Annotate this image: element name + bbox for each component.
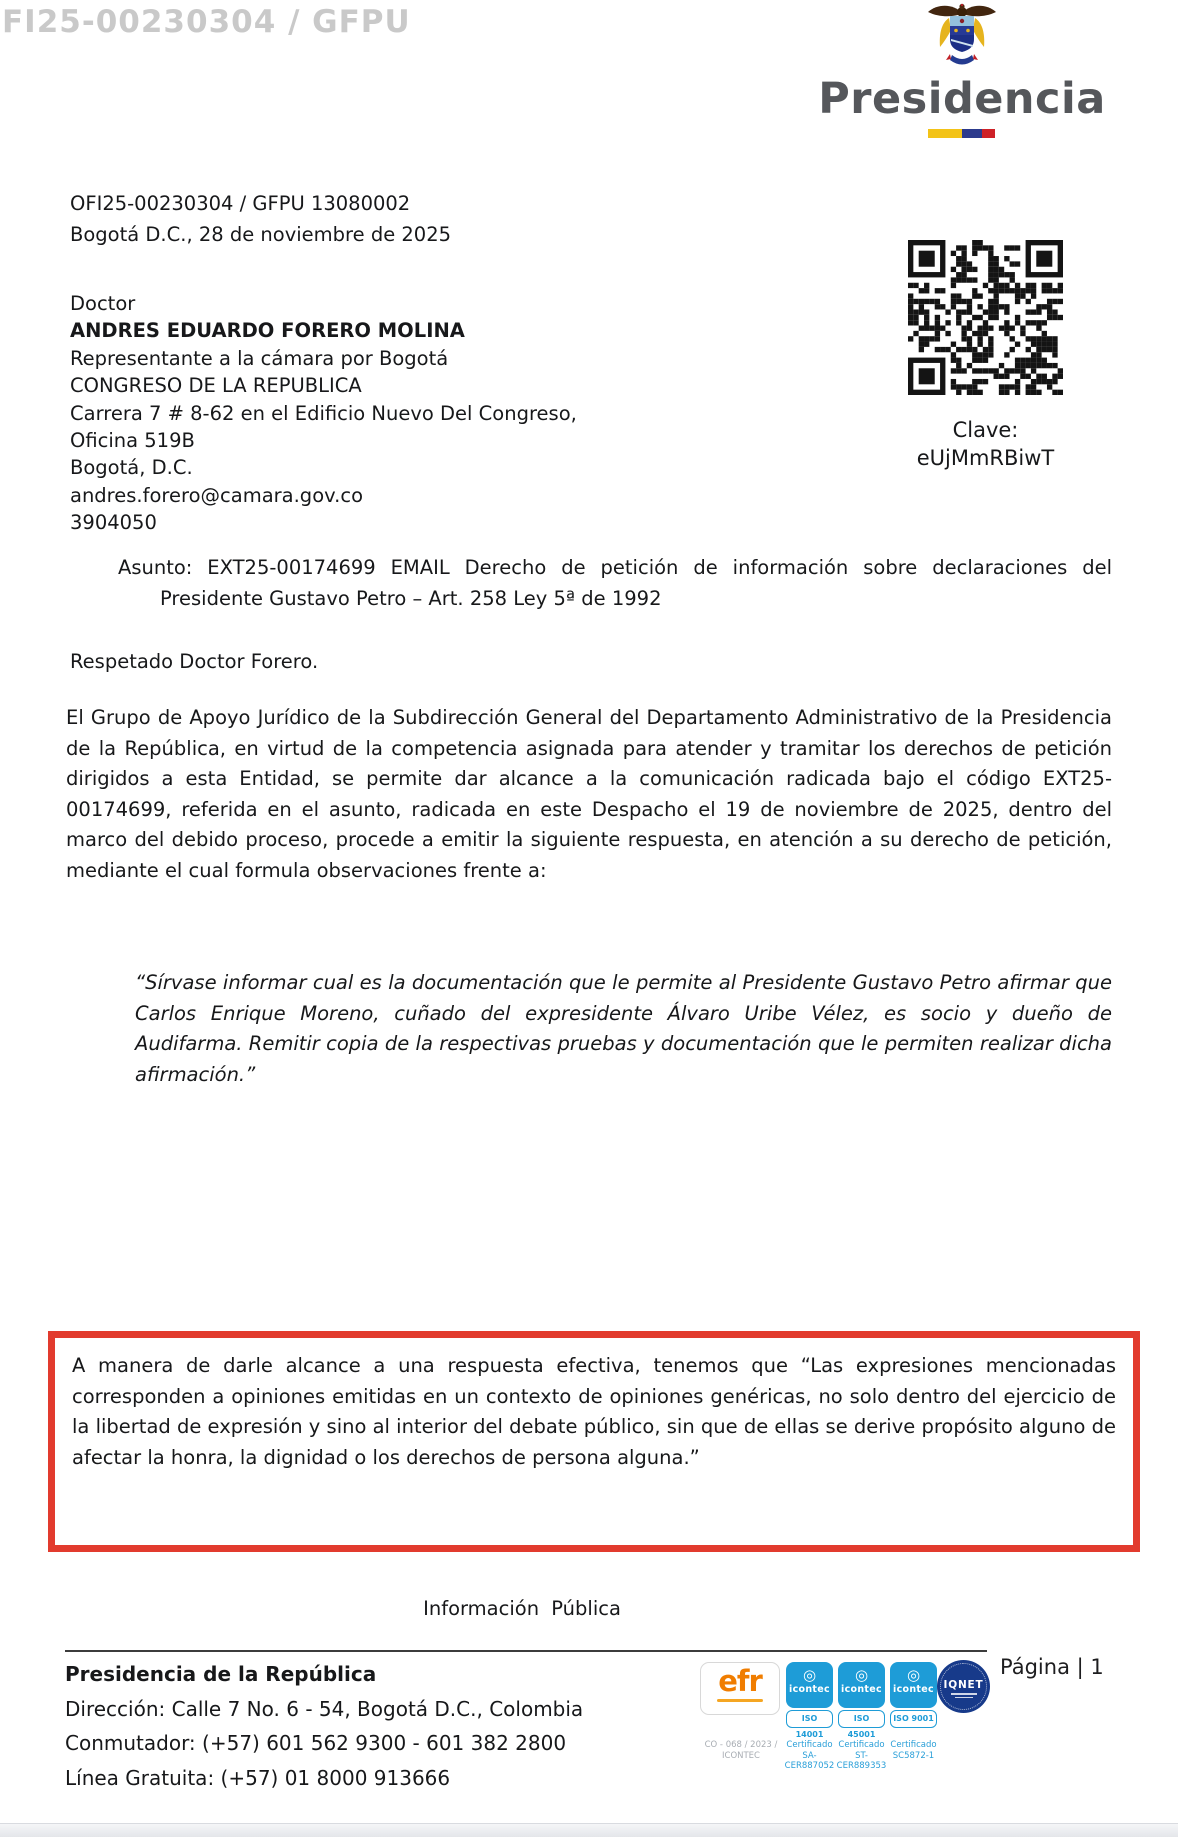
recipient-city: Bogotá, D.C. <box>70 456 193 480</box>
recipient-email: andres.forero@camara.gov.co <box>70 483 363 507</box>
efr-certification-logo <box>700 1662 780 1715</box>
footer-switchboard: Conmutador: (+57) 601 562 9300 - 601 382 2800 <box>65 1731 567 1755</box>
footer-contact-block <box>65 1657 583 1795</box>
body-paragraph: El Grupo de Apoyo Jurídico de la Subdirección General del Departamento Administrativo de la Presidencia de la República, en virtud de la competencia asignada para atender y tramitar los derechos de petición dirigidos a esta Entidad, se permite dar alcance a la comunicación radicada bajo el código EXT25-00174699, referida en el asunto, radicada en este Despacho el 19 de noviembre de 2025, dentro del marco del debido proceso, procede a emitir la siguiente respuesta, en atención a su derecho de petición, mediante el cual formula observaciones frente a: <box>66 706 1112 882</box>
recipient-block <box>70 290 577 537</box>
recipient-name: ANDRES EDUARDO FORERO MOLINA <box>70 319 465 343</box>
clave-block <box>908 416 1063 472</box>
recipient-address-line2: Oficina 519B <box>70 429 195 453</box>
date-line: Bogotá D.C., 28 de noviembre de 2025 <box>70 223 452 246</box>
icontec-badge-iso45001 <box>838 1662 885 1739</box>
footer-divider <box>65 1650 987 1652</box>
iqnet-logo-text: IQNET <box>943 1679 984 1691</box>
icontec-badge-iso9001 <box>890 1662 937 1728</box>
bottom-edge-strip <box>0 1823 1178 1837</box>
icontec-certificate-caption: Certificado ST-CER889353 <box>836 1740 887 1771</box>
colombia-coat-of-arms-icon <box>924 3 1000 73</box>
icontec-logo-icon <box>786 1662 833 1708</box>
page-number: Página | 1 <box>1000 1655 1104 1679</box>
icontec-brand-text: icontec <box>841 1684 882 1695</box>
icontec-ring-icon: ◎ <box>802 1666 817 1684</box>
clave-value: eUjMmRBiwT <box>916 446 1055 470</box>
iqnet-dotted-ring <box>940 1663 987 1710</box>
footer-entity: Presidencia de la República <box>65 1662 377 1686</box>
flag-yellow-segment <box>928 129 962 138</box>
icontec-badge-iso14001 <box>786 1662 833 1739</box>
icontec-ring-icon: ◎ <box>854 1666 869 1684</box>
presidencia-logo-text: Presidencia <box>818 74 1106 124</box>
icontec-ring-icon: ◎ <box>906 1666 921 1684</box>
radicado-number: OFI25-00230304 / GFPU 13080002 <box>70 192 411 215</box>
icontec-brand-text: icontec <box>789 1684 830 1695</box>
recipient-organization: CONGRESO DE LA REPUBLICA <box>70 374 362 398</box>
icontec-certificate-caption: Certificado SA-CER887052 <box>784 1740 835 1771</box>
colombia-flag-bar <box>928 129 995 138</box>
classification-label: Información Pública <box>423 1597 621 1620</box>
icontec-certificate-caption: Certificado SC5872-1 <box>890 1740 937 1761</box>
iso-label: ISO 45001 <box>838 1710 885 1728</box>
recipient-salutation: Doctor <box>70 292 136 315</box>
iso-label: ISO 14001 <box>786 1710 833 1728</box>
greeting: Respetado Doctor Forero. <box>70 650 319 673</box>
icontec-logo-icon <box>890 1662 937 1708</box>
highlighted-answer-box <box>48 1331 1140 1552</box>
efr-logo-text: efr <box>718 1664 762 1698</box>
icontec-brand-text: icontec <box>893 1684 934 1695</box>
iso-label: ISO 9001 <box>890 1710 937 1728</box>
recipient-address-line1: Carrera 7 # 8-62 en el Edificio Nuevo Del Congreso, <box>70 401 577 425</box>
flag-red-segment <box>982 129 995 138</box>
qr-code <box>908 240 1063 395</box>
icontec-logo-icon <box>838 1662 885 1708</box>
efr-logo-tagline-bar <box>717 1699 763 1702</box>
quoted-request: “Sírvase informar cual es la documentación que le permite al Presidente Gustavo Petro afirmar que Carlos Enrique Moreno, cuñado del expresidente Álvaro Uribe Vélez, es socio y dueño de Audifarma. Remitir copia de la respectivas pruebas y documentación que le permiten realizar dicha afirmación.” <box>135 971 1112 1086</box>
reference-block <box>70 188 451 250</box>
radicado-watermark: FI25-00230304 / GFPU <box>2 4 411 40</box>
efr-certificate-caption: CO - 068 / 2023 / ICONTEC <box>704 1740 778 1761</box>
flag-blue-segment <box>962 129 982 138</box>
footer-address: Dirección: Calle 7 No. 6 - 54, Bogotá D.C., Colombia <box>65 1696 584 1721</box>
clave-label: Clave: <box>952 418 1019 442</box>
subject-line: Asunto: EXT25-00174699 EMAIL Derecho de petición de información sobre declaraciones del Presidente Gustavo Petro – Art. 258 Ley 5ª de 1992 <box>118 556 1112 610</box>
iqnet-certification-seal <box>937 1660 990 1713</box>
recipient-title: Representante a la cámara por Bogotá <box>70 346 449 370</box>
highlighted-answer-text: A manera de darle alcance a una respuesta efectiva, tenemos que “Las expresiones mencionadas corresponden a opiniones emitidas en un contexto de opiniones genéricas, no solo dentro del ejercicio de la libertad de expresión y sino al interior del debate público, sin que de ellas se derive propósito alguno de afectar la honra, la dignidad o los derechos de persona alguna.” <box>72 1354 1116 1470</box>
footer-toll-free: Línea Gratuita: (+57) 01 8000 913666 <box>65 1765 451 1790</box>
recipient-phone: 3904050 <box>70 511 157 535</box>
